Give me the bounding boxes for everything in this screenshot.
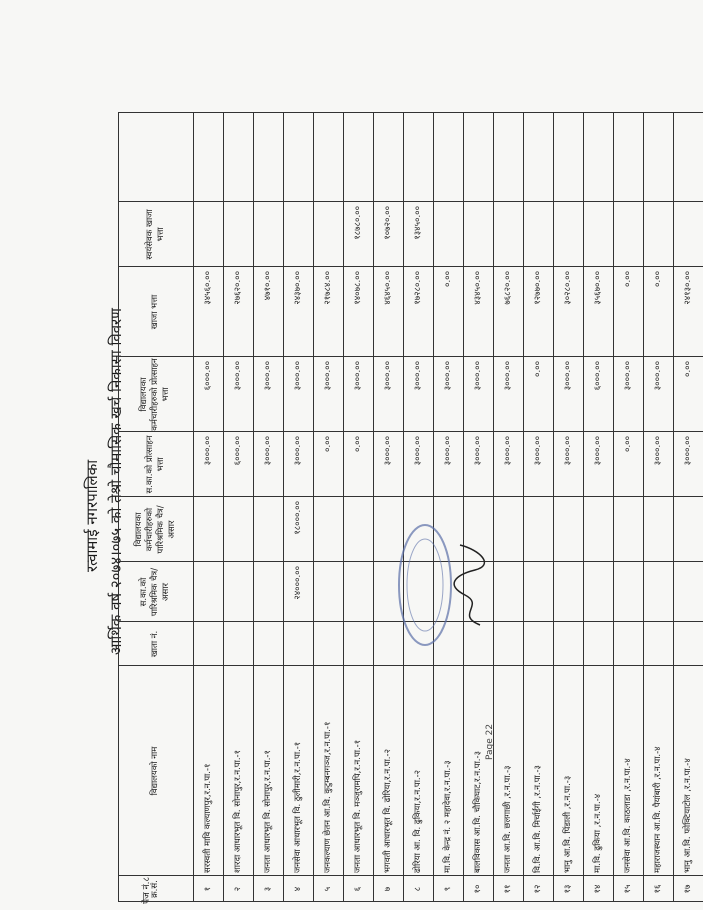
table-row-divider xyxy=(253,112,254,902)
amount-cell: २४१३०.०० xyxy=(683,271,693,305)
school-name-cell: भगवती आधारभूत वि. ढोरिया,र.न.पा.-२ xyxy=(383,749,393,873)
table-row-divider xyxy=(493,112,494,902)
amount-cell: ३०००.०० xyxy=(203,436,213,466)
amount-cell: ३०००.०० xyxy=(413,361,423,391)
table-row-divider xyxy=(223,112,224,902)
serial-number-cell: ७ xyxy=(383,886,393,892)
amount-cell: ०.०० xyxy=(353,436,363,452)
amount-cell: २४३७०.०० xyxy=(293,271,303,305)
table-row-divider xyxy=(193,112,194,902)
table-row-divider xyxy=(313,112,314,902)
amount-cell: ३०००.०० xyxy=(233,361,243,391)
amount-cell: ३०००.०० xyxy=(293,361,303,391)
amount-cell: ३०००.०० xyxy=(503,361,513,391)
serial-number-cell: १४ xyxy=(593,884,603,894)
table-header-cell: खाजा भत्ता xyxy=(150,294,160,330)
amount-cell: १४०७८.०० xyxy=(353,271,363,305)
serial-number-cell: ११ xyxy=(503,884,513,894)
table-row-divider xyxy=(403,112,404,902)
amount-cell: ३०००.०० xyxy=(683,436,693,466)
amount-cell: ०.०० xyxy=(443,271,453,287)
amount-cell: ३५६७०.०० xyxy=(593,271,603,305)
serial-number-cell: ९ xyxy=(443,886,453,892)
amount-cell: ३०००.०० xyxy=(473,361,483,391)
table-row-divider xyxy=(343,112,344,902)
amount-cell: ०.०० xyxy=(653,271,663,287)
table-col-divider xyxy=(118,201,703,202)
amount-cell: ३०००.०० xyxy=(533,436,543,466)
school-name-cell: मा.वि. केन्द्र नं. २ महादेवा,र.न.पा.-३ xyxy=(443,760,453,873)
school-name-cell: जनकल्याण छेतन आ.वि. कुटुम्बनगञ्ज,र.न.पा.-१ xyxy=(323,721,333,873)
table-row-divider xyxy=(643,112,644,902)
amount-cell: १८०००.०० xyxy=(293,501,303,535)
serial-number-cell: १७ xyxy=(683,884,693,894)
school-name-cell: भानु आ.वि. फोक्टियाटोल ,र.न.पा.-४ xyxy=(683,758,693,873)
table-row-divider xyxy=(433,112,434,902)
table-header-cell: विद्यालयका कर्मचारीहरुको प्रोत्साहन भत्ता xyxy=(139,358,171,431)
amount-cell: ३०००.०० xyxy=(263,361,273,391)
amount-cell: ३०००.०० xyxy=(293,436,303,466)
table-header-cell: विद्यालयका कर्मचारीहरुको पारिश्रमिक चैत्र/असार xyxy=(133,505,177,554)
amount-cell: ३०००.०० xyxy=(413,436,423,466)
amount-cell: २४०००.०० xyxy=(293,566,303,600)
table-header-cell: क्र.सं. xyxy=(150,880,160,898)
amount-cell: ४३४५०.०० xyxy=(473,271,483,305)
amount-cell: ०.०० xyxy=(683,361,693,377)
serial-number-cell: १० xyxy=(473,884,483,894)
serial-number-cell: १२ xyxy=(533,884,543,894)
school-name-cell: महाराजस्थान आ.वि. पैयांबारी ,र.न.पा.-४ xyxy=(653,746,663,873)
table-row-divider xyxy=(463,112,464,902)
school-name-cell: सरस्वती मावि कल्याणपुर,र.न.पा.-१ xyxy=(203,763,213,873)
amount-cell: २१७८४.०० xyxy=(323,271,333,305)
office-stamp-icon xyxy=(395,520,455,650)
table-row-divider xyxy=(673,112,674,902)
report-title: आर्थिक वर्ष २०७४।०७५ को तेश्रो चौमासिक खर्च निकासा विवरण xyxy=(107,307,125,655)
table-header-cell: खाता नं. xyxy=(150,630,160,658)
amount-cell: ३०००.०० xyxy=(443,436,453,466)
table-header-cell: विद्यालयको नाम xyxy=(150,746,160,796)
amount-cell: ६०००.०० xyxy=(593,361,603,391)
amount-cell: ३०००.०० xyxy=(383,436,393,466)
amount-cell: ६०००.०० xyxy=(203,361,213,391)
amount-cell: ३०००.०० xyxy=(443,361,453,391)
school-name-cell: ढोरिया आ. वि. ढुकिया,र.न.पा.-२ xyxy=(413,769,423,873)
serial-number-cell: ४ xyxy=(293,886,303,892)
amount-cell: ३०००.०० xyxy=(563,361,573,391)
amount-cell: १७२८०.०० xyxy=(413,271,423,305)
page-footer-label: Page 22 xyxy=(485,723,495,760)
amount-cell: ३०००.०० xyxy=(653,436,663,466)
table-row-divider xyxy=(553,112,554,902)
signature-icon xyxy=(450,540,490,630)
serial-number-cell: २ xyxy=(233,886,243,892)
amount-cell: ३०००.०० xyxy=(383,361,393,391)
table-row-divider xyxy=(583,112,584,902)
table-row-divider xyxy=(283,112,284,902)
serial-number-cell: ५ xyxy=(323,886,333,892)
serial-number-cell: ३ xyxy=(263,886,273,892)
amount-cell: ३०००.०० xyxy=(503,436,513,466)
table-row-divider xyxy=(523,112,524,902)
amount-cell: ३०००.०० xyxy=(263,436,273,466)
amount-cell: ३४५६०.०० xyxy=(203,271,213,305)
school-name-cell: वि.वि. आ.वि. मिर्चाईंगी ,र.न.पा.-३ xyxy=(533,765,543,873)
amount-cell: ३०००.०० xyxy=(623,361,633,391)
table-row-divider xyxy=(118,112,119,902)
amount-cell: ७६८२०.०० xyxy=(503,271,513,305)
amount-cell: ३०२८०.०० xyxy=(563,271,573,305)
school-name-cell: शारदा आधारभूत वि. सोनापुर,र.न.पा.-१ xyxy=(233,749,243,873)
amount-cell: १३४५०.०० xyxy=(413,206,423,240)
serial-number-cell: ६ xyxy=(353,886,363,892)
amount-cell: ३०००.०० xyxy=(653,361,663,391)
amount-cell: ०.०० xyxy=(323,436,333,452)
amount-cell: ०.०० xyxy=(533,361,543,377)
table-row-divider xyxy=(613,112,614,902)
amount-cell: ०.०० xyxy=(623,271,633,287)
amount-cell: १०७२०.०० xyxy=(383,206,393,240)
serial-number-cell: १३ xyxy=(563,884,573,894)
expense-table xyxy=(118,112,703,902)
school-name-cell: जनता आधारभूत वि. सोनापुर,र.न.पा.-१ xyxy=(263,750,273,873)
serial-number-cell: १ xyxy=(203,886,213,892)
serial-number-cell: ८ xyxy=(413,886,423,892)
amount-cell: ३०००.०० xyxy=(353,361,363,391)
serial-number-cell: १६ xyxy=(653,884,663,894)
school-name-cell: मा.वि. ढुकिया ,र.न.पा.-४ xyxy=(593,793,603,873)
school-name-cell: जनता आधारभूत वि. मञ्जुरामपि,र.न.पा.-१ xyxy=(353,739,363,873)
amount-cell: ०.०० xyxy=(623,436,633,452)
serial-number-cell: १५ xyxy=(623,884,633,894)
school-name-cell: जनसेवा आधारभूत वि. ठुलीमारी,र.न.पा.-१ xyxy=(293,741,303,873)
amount-cell: ३०००.०० xyxy=(473,436,483,466)
school-name-cell: जनसेवा आ.वि. काठलाडा ,र.न.पा.-४ xyxy=(623,758,633,873)
school-name-cell: जनता आ.वि. छलगाछी ,र.न.पा.-३ xyxy=(503,765,513,873)
school-name-cell: बालविकास आ.वि. चौकिघाट,र.न.पा.-३ xyxy=(473,750,483,873)
amount-cell: ३०००.०० xyxy=(323,361,333,391)
table-header-cell: स्वयंसेवक खाजा भत्ता xyxy=(144,209,166,260)
amount-cell: ६०००.०० xyxy=(233,436,243,466)
amount-cell: २७६२०.०० xyxy=(233,271,243,305)
amount-cell: १२७७०.०० xyxy=(533,271,543,305)
amount-cell: १८७८०.०० xyxy=(353,206,363,240)
table-header-cell: स.का.को प्रोत्साहन भत्ता xyxy=(144,435,166,494)
amount-cell: ४६४५०.०० xyxy=(383,271,393,305)
amount-cell: ३०००.०० xyxy=(593,436,603,466)
amount-cell: ३०००.०० xyxy=(563,436,573,466)
page-number-label: पेज नं.८ xyxy=(142,876,152,904)
amount-cell: ४७१०.०० xyxy=(263,271,273,301)
school-name-cell: भानु आ.वि. पिंडाली ,र.न.पा.-३ xyxy=(563,775,573,873)
municipality-title: रत्वामाई नगरपालिका xyxy=(83,459,101,572)
table-col-divider xyxy=(118,112,703,113)
table-header-cell: स.का.को पारिश्रमिक चैत्र/असार xyxy=(139,567,171,617)
table-row-divider xyxy=(373,112,374,902)
